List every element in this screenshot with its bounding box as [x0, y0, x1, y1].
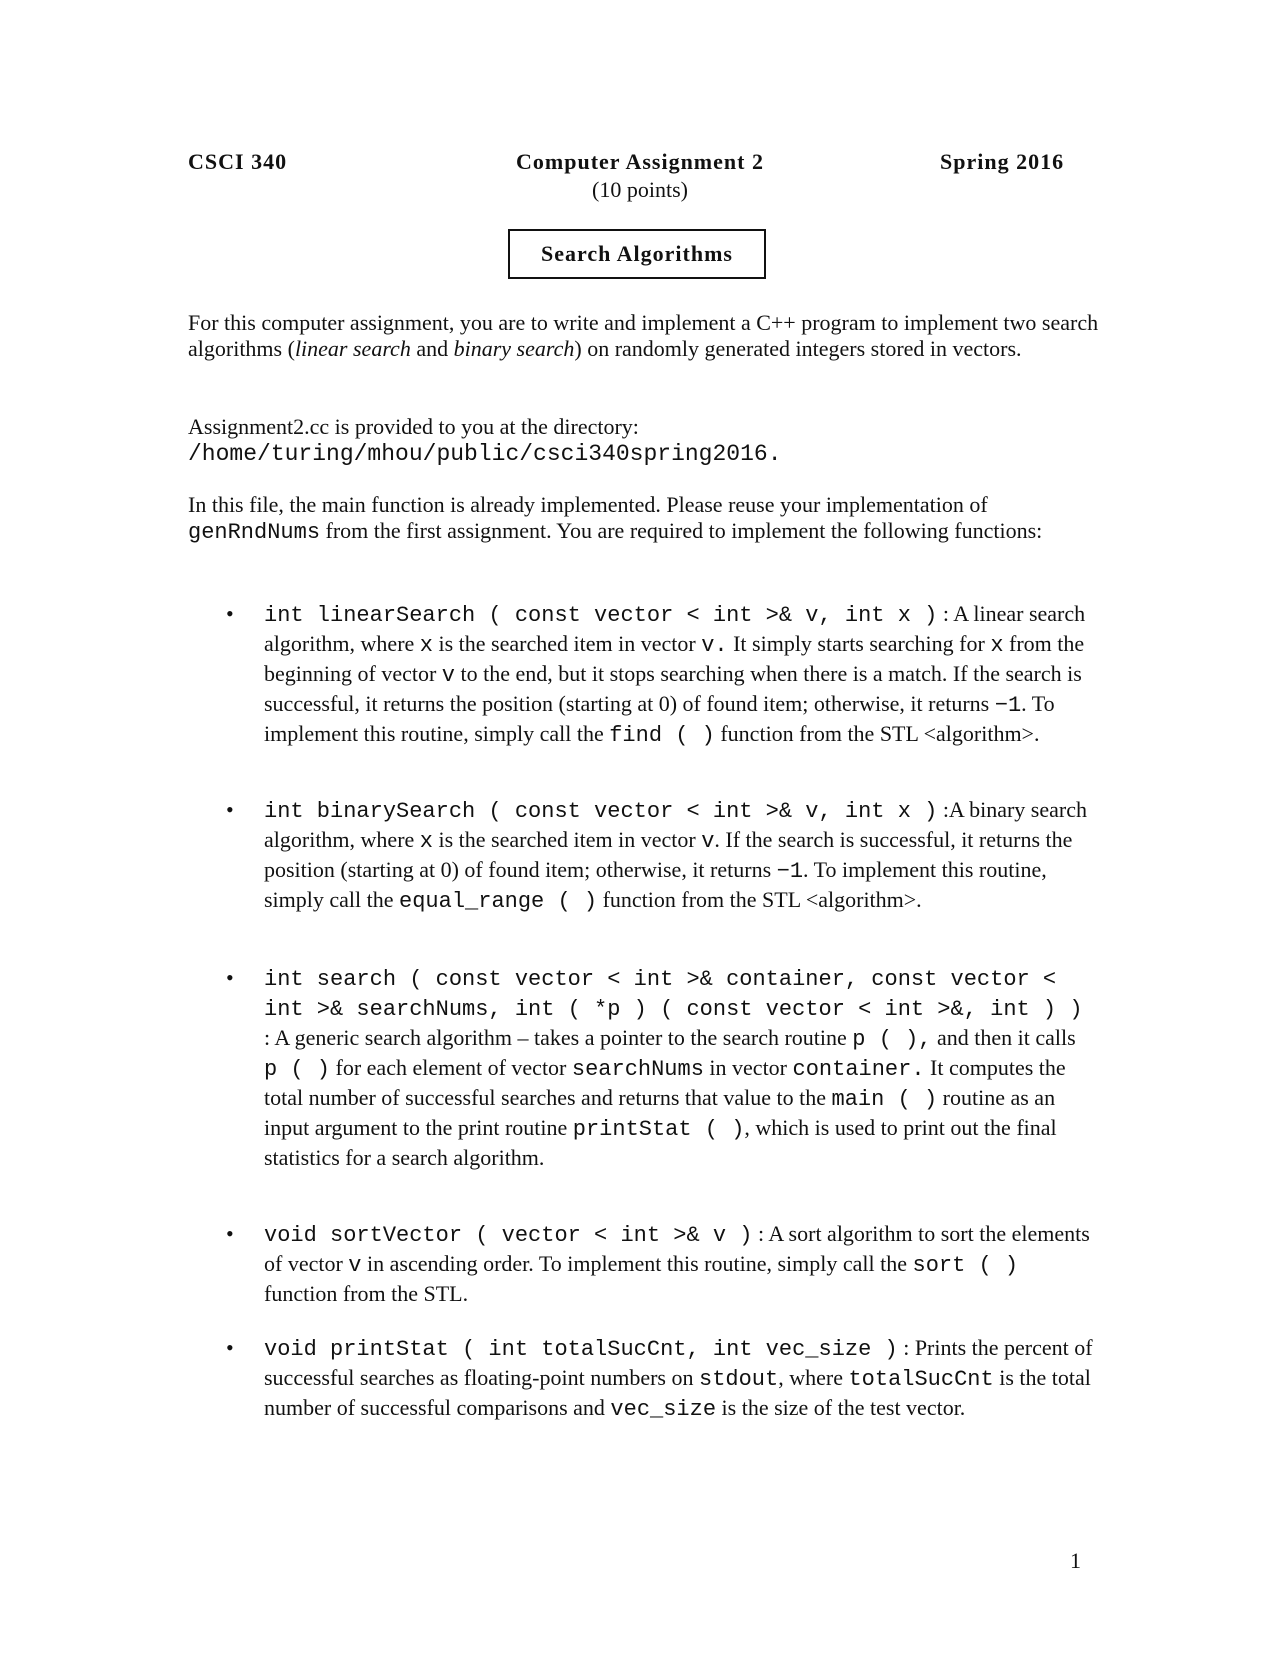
inline-code: x: [990, 633, 1004, 658]
inline-code: p ( ): [264, 1057, 331, 1082]
intro-text-2: and: [410, 336, 454, 361]
inline-code: printStat ( ): [572, 1117, 745, 1142]
description-text: and then it calls: [931, 1025, 1076, 1050]
inline-code: x: [419, 633, 433, 658]
gen-rnd-nums-code: genRndNums: [188, 520, 321, 545]
inline-code: find ( ): [609, 723, 715, 748]
description-text: :A binary search algorithm, where: [264, 797, 1087, 852]
description-text: : A sort algorithm to sort the elements of vector: [264, 1221, 1090, 1276]
function-signature: void sortVector ( vector < int >& v ): [264, 1223, 753, 1248]
inline-code: p ( ),: [852, 1027, 932, 1052]
function-signature: int search ( const vector < int >& container, const vector < int >& searchNums, int ( *p ) ( const vector < int >&, int ) ): [264, 967, 1083, 1022]
description-text: It computes the total number of successful searches and returns that value to the: [264, 1055, 1066, 1110]
description-text: is the searched item in vector: [433, 631, 702, 656]
description-text: is the size of the test vector.: [716, 1395, 966, 1420]
inline-code: vec_size: [610, 1397, 717, 1422]
description-text: , which is used to print out the final statistics for a search algorithm.: [264, 1115, 1057, 1170]
section-title: Search Algorithms: [541, 241, 733, 266]
inline-code: totalSucCnt: [848, 1367, 994, 1392]
provided-paragraph: [188, 414, 1108, 467]
description-text: , where: [778, 1365, 849, 1390]
function-signature: int linearSearch ( const vector < int >& v, int x ): [264, 603, 938, 628]
description-text: is the total number of successful comparisons and: [264, 1365, 1091, 1420]
main-note-text-1: In this file, the main function is already implemented. Please reuse your implementation of: [188, 492, 988, 517]
intro-linear-search: linear search: [294, 336, 411, 361]
inline-code: container.: [792, 1057, 925, 1082]
function-item-binary-search: [218, 796, 1094, 964]
assignment-title: Computer Assignment 2: [516, 149, 764, 174]
provided-text: Assignment2.cc is provided to you at the directory:: [188, 414, 639, 439]
description-text: : A generic search algorithm – takes a pointer to the search routine: [264, 1025, 853, 1050]
course-code: CSCI 340: [188, 149, 288, 174]
description-text: from the beginning of vector: [264, 631, 1085, 686]
inline-code: equal_range ( ): [399, 889, 598, 914]
description-text: function from the STL <algorithm>.: [714, 721, 1040, 746]
inline-code: searchNums: [571, 1057, 704, 1082]
description-text: It simply starts searching for: [727, 631, 991, 656]
points: (10 points): [592, 177, 688, 202]
intro-text-1: For this computer assignment, you are to write and implement a C++ program to implement two search algorithms (: [188, 310, 1099, 361]
description-text: to the end, but it stops searching when there is a match. If the search is successful, it returns the position (starting at 0) of found item; otherwise, it returns: [264, 661, 1082, 716]
inline-code: v: [348, 1253, 362, 1278]
function-item-print-stat: [218, 1334, 1094, 1454]
description-text: . To implement this routine, simply call the: [264, 857, 1047, 912]
directory-path: /home/turing/mhou/public/csci340spring2016.: [188, 441, 782, 467]
function-item-sort-vector: [218, 1220, 1094, 1334]
description-text: : A linear search algorithm, where: [264, 601, 1086, 656]
description-text: routine as an input argument to the print routine: [264, 1085, 1056, 1140]
inline-code: v: [441, 663, 455, 688]
inline-code: sort ( ): [912, 1253, 1019, 1278]
function-item-search: [218, 964, 1094, 1220]
intro-paragraph: [188, 310, 1108, 362]
main-note-text-2: from the first assignment. You are required to implement the following functions:: [320, 518, 1043, 543]
main-note-paragraph: [188, 492, 1108, 546]
inline-code: −1: [776, 859, 804, 884]
page-number: 1: [1070, 1548, 1081, 1573]
term: Spring 2016: [940, 149, 1065, 174]
description-text: for each element of vector: [330, 1055, 572, 1080]
description-text: function from the STL.: [264, 1281, 469, 1306]
function-signature: int binarySearch ( const vector < int >& v, int x ): [264, 799, 938, 824]
inline-code: main ( ): [831, 1087, 938, 1112]
inline-code: v: [701, 829, 715, 854]
description-text: . To implement this routine, simply call the: [264, 691, 1055, 746]
function-item-linear-search: [218, 600, 1094, 796]
description-text: function from the STL <algorithm>.: [597, 887, 922, 912]
intro-text-3: ) on randomly generated integers stored in vectors.: [574, 336, 1022, 361]
section-title-box: [508, 229, 766, 279]
inline-code: x: [419, 829, 433, 854]
inline-code: −1: [994, 693, 1022, 718]
inline-code: v.: [701, 633, 728, 658]
function-signature: void printStat ( int totalSucCnt, int vec_size ): [264, 1337, 898, 1362]
inline-code: stdout: [699, 1367, 779, 1392]
intro-binary-search: binary search: [453, 336, 575, 361]
description-text: in ascending order. To implement this routine, simply call the: [361, 1251, 913, 1276]
description-text: . If the search is successful, it returns the position (starting at 0) of found item; otherwise, it returns: [264, 827, 1073, 882]
description-text: in vector: [703, 1055, 793, 1080]
description-text: is the searched item in vector: [433, 827, 702, 852]
description-text: : Prints the percent of successful searches as floating-point numbers on: [264, 1335, 1093, 1390]
function-list: [218, 600, 1094, 1454]
